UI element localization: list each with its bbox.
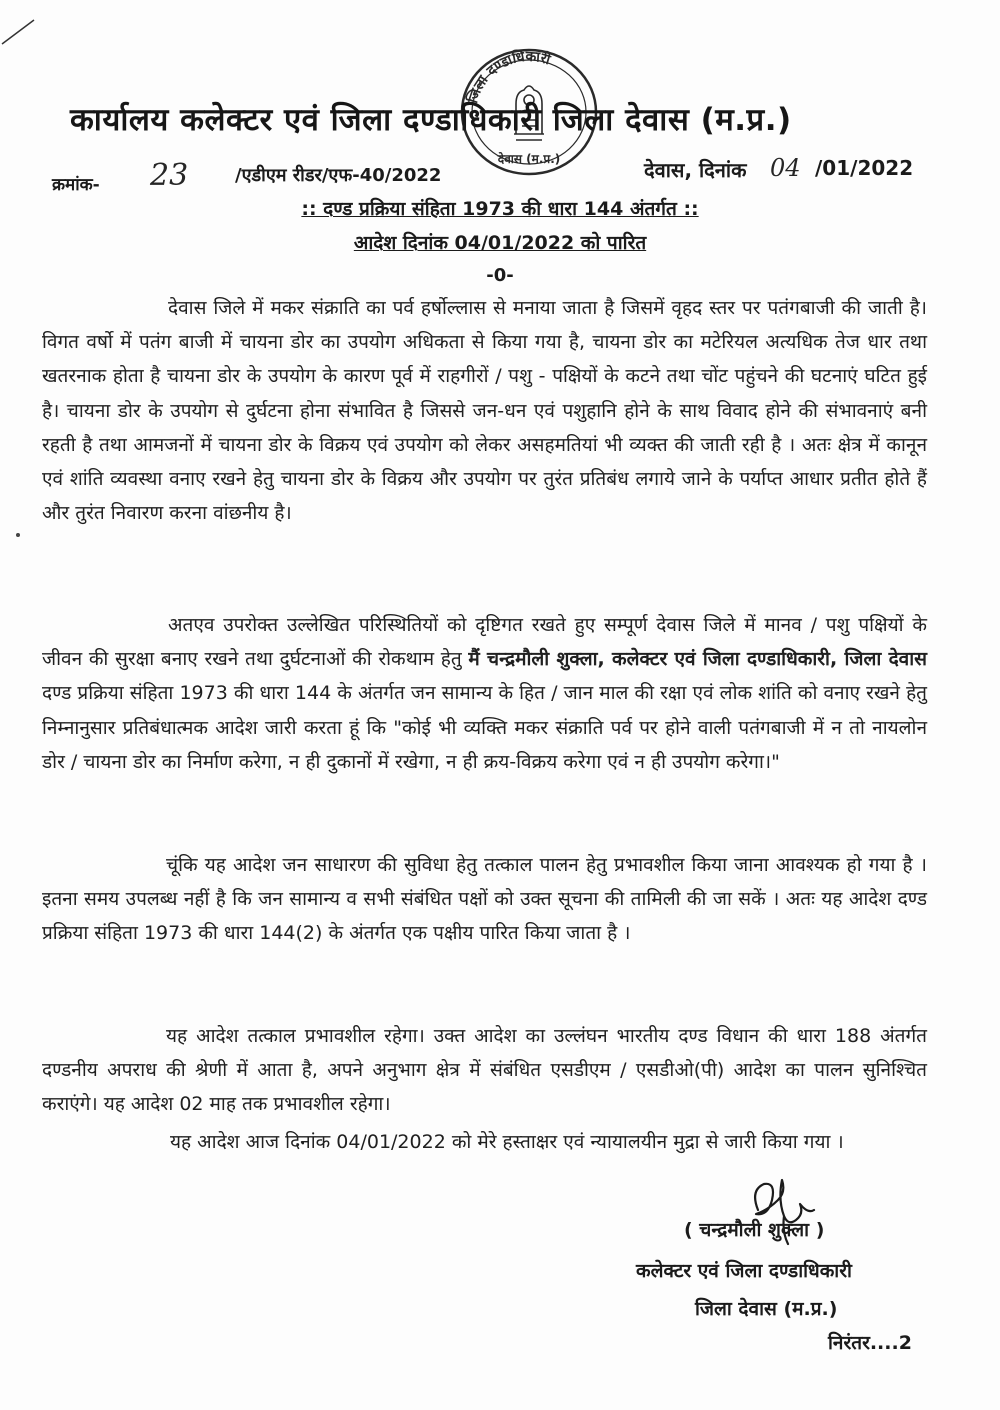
seal-bottom-text: देवास (म.प्र.) (497, 152, 561, 166)
paragraph-5: यह आदेश आज दिनांक 04/01/2022 को मेरे हस्ताक्षर एवं न्यायालयीन मुद्रा से जारी किया गया । (170, 1131, 844, 1153)
paragraph-2-part-2: दण्ड प्रक्रिया संहिता 1973 की धारा 144 के अंतर्गत जन सामान्य के हित / जान माल की रक्षा एवं लोक शांति को वनाए रखने हेतु निम्नानुसार प्रतिबंधात्मक आदेश जारी करता हूं कि "कोई भी व्यक्ति मकर संक्राति पर्व पर होने वाली पतंगबाजी में न तो नायलोन डोर / चायना डोर का निर्माण करेगा, न ही दुकानों में रखेगा, न ही क्रय-विक्रय करेगा एवं न ही उपयोग करेगा।" (42, 682, 927, 773)
paragraph-2-part-1: अतएव उपरोक्त उल्लेखित परिस्थितियों को दृष्टिगत रखते हुए सम्पूर्ण देवास जिले में मानव / पशु पक्षियों के जीवन की सुरक्षा बनाए रखने तथा दुर्घटनाओं की रोकथाम हेतु (42, 614, 927, 671)
paragraph-4: यह आदेश तत्काल प्रभावशील रहेगा। उक्त आदेश का उल्लंघन भारतीय दण्ड विधान की धारा 188 अंतर्गत दण्डनीय अपराध की श्रेणी में आता है, अपने अनुभाग क्षेत्र में संबंधित एसडीएम / एसडीओ(पी) आदेश का पालन सुनिश्चित कराएंगे। यह आदेश 02 माह तक प्रभावशील रहेगा। (42, 1025, 927, 1116)
signatory-name: ( चन्द्रमौली शुक्ला ) (684, 1219, 825, 1241)
paragraph-2-issuer: मैं चन्द्रमौली शुक्ला, कलेक्टर एवं जिला दण्डाधिकारी, जिला देवास (468, 648, 928, 671)
reference-number-handwritten: 23 (150, 158, 189, 193)
stray-dot-mark (16, 533, 20, 537)
seal-arc-text: जिला दण्डाधिकारी (465, 48, 553, 106)
paragraph-1: देवास जिले में मकर संक्राति का पर्व हर्षोल्लास से मनाया जाता है जिसमें वृहद स्तर पर पतंगबाजी की जाती है। विगत वर्षो में पतंग बाजी में चायना डोर का उपयोग अधिकता से किया गया है, चायना डोर का मटेरियल अत्यधिक तेज धार तथा खतरनाक होता है चायना डोर के उपयोग के कारण पूर्व में राहगीरों / पशु - पक्षियों के कटने तथा चोंट पहुंचने की घटनाएं घटित हुई है। चायना डोर के उपयोग से दुर्घटना होना संभावित है जिससे जन-धन एवं पशुहानि होने के साथ विवाद होने की संभावनाएं बनी रहती है तथा आमजनों में चायना डोर के विक्रय एवं उपयोग को लेकर असहमतियां भी व्यक्त की जाती रही है । अतः क्षेत्र में कानून एवं शांति व्यवस्था वनाए रखने हेतु चायना डोर के विक्रय और उपयोग पर तुरंत प्रतिबंध लगाये जाने के पर्याप्त आधार प्रतीत होते हैं और तुरंत निवारण करना वांछनीय है। (42, 297, 927, 525)
subject-line-1: :: दण्ड प्रक्रिया संहिता 1973 की धारा 144 अंतर्गत :: (301, 198, 699, 220)
reference-label: क्रमांक- (52, 175, 100, 195)
signatory-designation: कलेक्टर एवं जिला दण्डाधिकारी (636, 1260, 852, 1282)
section-divider: -0- (486, 265, 514, 286)
signatory-place: जिला देवास (म.प्र.) (695, 1298, 838, 1320)
page-continued-marker: निरंतर....2 (828, 1332, 912, 1354)
date-prefix: देवास, दिनांक (644, 158, 747, 182)
date-day-handwritten: 04 (770, 154, 801, 182)
corner-pen-mark (0, 0, 40, 50)
subject-line-2: आदेश दिनांक 04/01/2022 को पारित (353, 232, 647, 254)
paragraph-3: चूंकि यह आदेश जन साधारण की सुविधा हेतु तत्काल पालन हेतु प्रभावशील किया जाना आवश्यक हो गया है । इतना समय उपलब्ध नहीं है कि जन सामान्य व सभी संबंधित पक्षों को उक्त सूचना की तामिली की जा सकें । अतः यह आदेश दण्ड प्रक्रिया संहिता 1973 की धारा 144(2) के अंतर्गत एक पक्षीय पारित किया जाता है । (42, 854, 927, 945)
reference-code: /एडीएम रीडर/एफ-40/2022 (235, 165, 442, 186)
date-suffix: /01/2022 (815, 156, 914, 180)
paragraph-2 (42, 608, 927, 779)
office-title: कार्यालय कलेक्टर एवं जिला दण्डाधिकारी जिला देवास (म.प्र.) (70, 102, 792, 138)
